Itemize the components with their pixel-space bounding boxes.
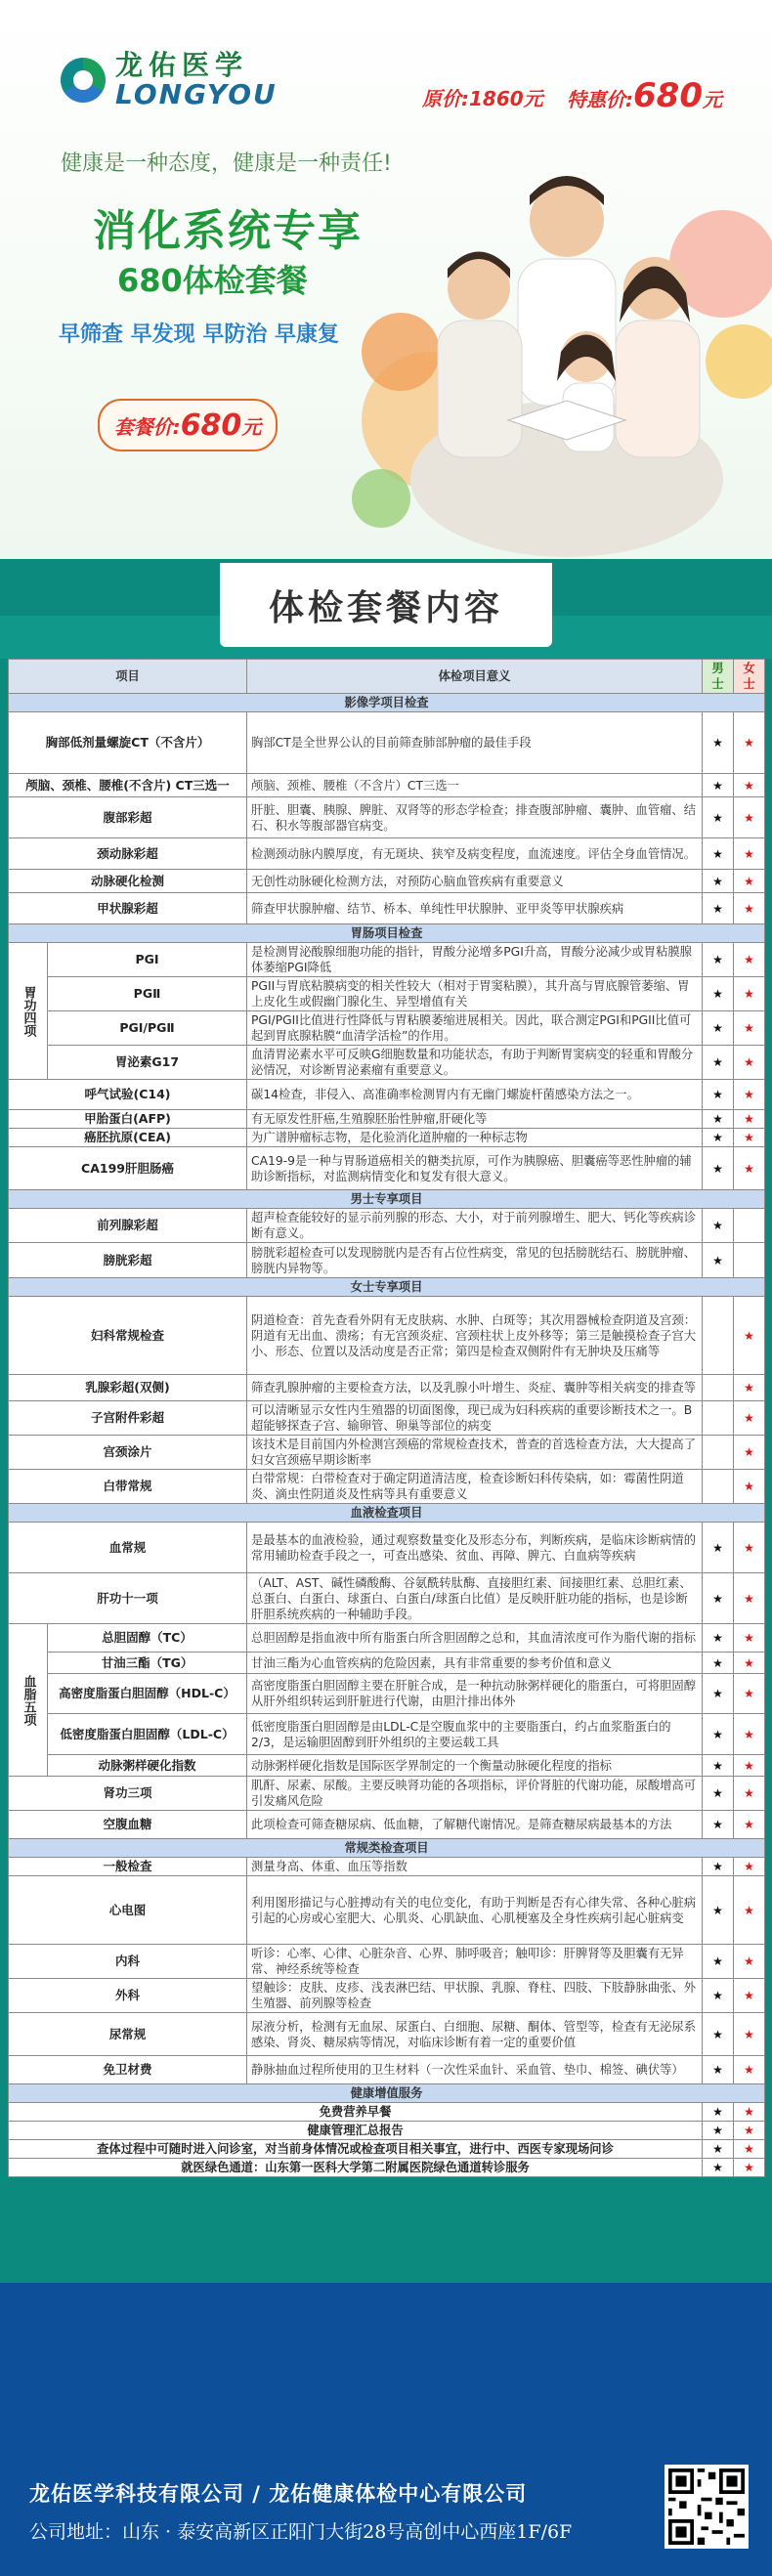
female-mark: ★ <box>734 1653 765 1674</box>
table-row <box>9 1624 765 1653</box>
male-mark: ★ <box>703 1046 734 1080</box>
table-row <box>9 1243 765 1278</box>
item-description: PGII与胃底粘膜病变的相关性较大（相对于胃窦粘膜），其升高与胃底腺管萎缩、胃上皮化生或假幽门腺化生、异型增值有关 <box>247 977 703 1011</box>
female-mark: ★ <box>734 2159 765 2177</box>
item-name: 一般检查 <box>9 1858 247 1876</box>
table-row <box>9 977 765 1011</box>
item-description: 听诊：心率、心律、心脏杂音、心界、肺呼吸音；触叩诊：肝脾肾等及胆囊有无异常、神经系统等检查 <box>247 1945 703 1979</box>
female-mark: ★ <box>734 712 765 774</box>
item-description: 甘油三酯为心血管疾病的危险因素，具有非常重要的参考价值和意义 <box>247 1653 703 1674</box>
male-mark: ★ <box>703 870 734 893</box>
item-name: PGⅡ <box>48 977 247 1011</box>
item-name: 外科 <box>9 1979 247 2013</box>
service-row <box>9 2103 765 2122</box>
female-mark: ★ <box>734 1375 765 1401</box>
male-mark: ★ <box>703 2056 734 2084</box>
female-mark: ★ <box>734 943 765 977</box>
table-row <box>9 1129 765 1147</box>
item-name: CA199肝胆肠癌 <box>9 1147 247 1190</box>
item-name: 甲胎蛋白(AFP) <box>9 1110 247 1129</box>
item-description: 筛查甲状腺肿瘤、结节、桥本、单纯性甲状腺肿、亚甲炎等甲状腺疾病 <box>247 893 703 924</box>
female-mark: ★ <box>734 1147 765 1190</box>
male-mark: ★ <box>703 1777 734 1811</box>
item-description: 望触诊：皮肤、皮疹、浅表淋巴结、甲状腺、乳腺、脊柱、四肢、下肢静脉曲张、外生殖器、前列腺等检查 <box>247 1979 703 2013</box>
brand-name-en: LONGYOU <box>115 78 278 110</box>
male-mark: ★ <box>703 2122 734 2140</box>
item-description: 是检测胃泌酸腺细胞功能的指针，胃酸分泌增多PGI升高，胃酸分泌减少或胃粘膜腺体萎缩PGI降低 <box>247 943 703 977</box>
header-item: 项目 <box>9 660 247 694</box>
table-row <box>9 838 765 870</box>
table-header-row <box>9 660 765 694</box>
hero-banner <box>0 0 772 559</box>
male-mark: ★ <box>703 2140 734 2159</box>
female-mark: ★ <box>734 1755 765 1777</box>
male-mark: ★ <box>703 838 734 870</box>
item-description: 利用图形描记与心脏搏动有关的电位变化，有助于判断是否有心律失常、各种心脏病引起的心房或心室肥大、心肌炎、心肌缺血、心肌梗塞及全身性疾病引起心脏病变 <box>247 1876 703 1945</box>
item-description: 白带常规：白带检查对于确定阴道清洁度，检查诊断妇科传染病，如：霉菌性阴道炎、滴虫性阴道炎及性病等具有重要意义 <box>247 1470 703 1504</box>
category-title: 女士专享项目 <box>9 1278 765 1297</box>
item-description: 高密度脂蛋白胆固醇主要在肝脏合成，是一种抗动脉粥样硬化的脂蛋白，可将胆固醇从肝外组织转运到肝脏进行代谢，由胆汁排出体外 <box>247 1674 703 1714</box>
male-mark: ★ <box>703 1811 734 1839</box>
original-price: 原价:1860元 <box>422 87 543 110</box>
male-mark <box>703 1297 734 1375</box>
male-mark: ★ <box>703 712 734 774</box>
item-name: 血常规 <box>9 1523 247 1573</box>
female-mark: ★ <box>734 1714 765 1755</box>
item-name: 腹部彩超 <box>9 797 247 838</box>
female-mark <box>734 1209 765 1243</box>
female-mark: ★ <box>734 2122 765 2140</box>
item-description: 肌酐、尿素、尿酸。主要反映肾功能的各项指标，评价肾脏的代谢功能，尿酸增高可引发痛风危险 <box>247 1777 703 1811</box>
male-mark: ★ <box>703 893 734 924</box>
table-row <box>9 1470 765 1504</box>
category-row <box>9 924 765 943</box>
item-description: 肝脏、胆囊、胰腺、脾脏、双肾等的形态学检查；排查腹部肿瘤、囊肿、血管瘤、结石、积水等腹部器官病变。 <box>247 797 703 838</box>
female-mark: ★ <box>734 1129 765 1147</box>
item-name: 胃泌素G17 <box>48 1046 247 1080</box>
male-mark: ★ <box>703 1858 734 1876</box>
female-mark: ★ <box>734 797 765 838</box>
header-female: 女士 <box>734 660 765 694</box>
service-row <box>9 2122 765 2140</box>
header-meaning: 体检项目意义 <box>247 660 703 694</box>
item-name: 总胆固醇（TC） <box>48 1624 247 1653</box>
item-description: （ALT、AST、碱性磷酸酶、谷氨酰转肽酶、直接胆红素、间接胆红素、总胆红素、总蛋白、白蛋白、球蛋白、白蛋白/球蛋白比值）是反映肝脏功能的指标，也是诊断肝胆系统疾病的一种辅助手段。 <box>247 1573 703 1624</box>
item-description: CA19-9是一种与胃肠道癌相关的糖类抗原，可作为胰腺癌、胆囊癌等恶性肿瘤的辅助诊断指标，对监测病情变化和复发有很大意义。 <box>247 1147 703 1190</box>
female-mark: ★ <box>734 2140 765 2159</box>
item-name: 低密度脂蛋白胆固醇（LDL-C） <box>48 1714 247 1755</box>
item-name: 高密度脂蛋白胆固醇（HDL-C） <box>48 1674 247 1714</box>
footer-company: 龙佑医学科技有限公司 / 龙佑健康体检中心有限公司 <box>29 2481 528 2506</box>
sale-price: 特惠价:680元 <box>567 76 722 115</box>
female-mark: ★ <box>734 1945 765 1979</box>
item-description: PGI/PGII比值进行性降低与胃粘膜萎缩进展相关。因此，联合测定PGI和PGII比值可起到胃底腺粘膜“血清学活检”的作用。 <box>247 1011 703 1046</box>
male-mark: ★ <box>703 1523 734 1573</box>
item-description: 测量身高、体重、血压等指数 <box>247 1858 703 1876</box>
table-row <box>9 1858 765 1876</box>
table-row <box>9 870 765 893</box>
female-mark: ★ <box>734 977 765 1011</box>
item-description: 颅脑、颈椎、腰椎（不含片）CT三选一 <box>247 774 703 797</box>
table-row <box>9 1714 765 1755</box>
female-mark: ★ <box>734 2056 765 2084</box>
footer <box>0 2283 772 2576</box>
category-title: 血液检查项目 <box>9 1504 765 1523</box>
table-row <box>9 893 765 924</box>
item-description: 总胆固醇是指血液中所有脂蛋白所含胆固醇之总和，其血清浓度可作为脂代谢的指标 <box>247 1624 703 1653</box>
male-mark: ★ <box>703 1979 734 2013</box>
item-description: 是最基本的血液检验，通过观察数量变化及形态分布，判断疾病，是临床诊断病情的常用辅助检查手段之一，可查出感染、贫血、再障、脾亢、白血病等疾病 <box>247 1523 703 1573</box>
table-row <box>9 1876 765 1945</box>
item-name: 膀胱彩超 <box>9 1243 247 1278</box>
service-text: 健康管理汇总报告 <box>9 2122 703 2140</box>
table-row <box>9 1110 765 1129</box>
table-row <box>9 1945 765 1979</box>
table-row <box>9 2056 765 2084</box>
category-title: 胃肠项目检查 <box>9 924 765 943</box>
brand-logo <box>61 51 278 109</box>
logo-mark-icon <box>61 58 106 103</box>
item-name: 宫颈涂片 <box>9 1436 247 1470</box>
table-row <box>9 774 765 797</box>
female-mark: ★ <box>734 1110 765 1129</box>
item-name: 胸部低剂量螺旋CT（不含片） <box>9 712 247 774</box>
category-row <box>9 1839 765 1858</box>
item-description: 可以清晰显示女性内生殖器的切面图像，现已成为妇科疾病的重要诊断技术之一。B超能够探查子宫、输卵管、卵巢等部位的病变 <box>247 1401 703 1436</box>
female-mark: ★ <box>734 1523 765 1573</box>
item-name: 颅脑、颈椎、腰椎(不含片) CT三选一 <box>9 774 247 797</box>
category-row <box>9 1190 765 1209</box>
item-description: 胸部CT是全世界公认的目前筛查肺部肿瘤的最佳手段 <box>247 712 703 774</box>
table-row <box>9 1653 765 1674</box>
table-row <box>9 1979 765 2013</box>
category-title: 男士专享项目 <box>9 1190 765 1209</box>
male-mark: ★ <box>703 2159 734 2177</box>
item-name: 心电图 <box>9 1876 247 1945</box>
qr-code-icon <box>665 2465 749 2549</box>
female-mark: ★ <box>734 1624 765 1653</box>
table-row <box>9 1674 765 1714</box>
table-row <box>9 712 765 774</box>
item-name: PGⅠ/PGⅡ <box>48 1011 247 1046</box>
male-mark: ★ <box>703 2103 734 2122</box>
table-row <box>9 1755 765 1777</box>
package-price-tag: 套餐价: 680 元 <box>98 399 278 451</box>
item-description: 阴道检查：首先查看外阴有无皮肤病、水肿、白斑等；其次用器械检查阴道及宫颈：阴道有无出血、溃疡；有无宫颈炎症、宫颈柱状上皮外移等；第三是触摸检查子宫大小、形态、位置以及活动度是否正常；第四是检查双侧附件有无肿块及压痛等 <box>247 1297 703 1375</box>
footer-address: 公司地址：山东 · 泰安高新区正阳门大街28号高创中心西座1F/6F <box>29 2521 573 2543</box>
family-illustration <box>342 127 772 557</box>
item-name: 尿常规 <box>9 2013 247 2056</box>
section-title: 体检套餐内容 <box>220 563 552 647</box>
female-mark: ★ <box>734 1811 765 1839</box>
female-mark: ★ <box>734 870 765 893</box>
male-mark: ★ <box>703 1755 734 1777</box>
male-mark: ★ <box>703 1624 734 1653</box>
item-name: 妇科常规检查 <box>9 1297 247 1375</box>
female-mark <box>734 1243 765 1278</box>
male-mark <box>703 1375 734 1401</box>
item-description: 静脉抽血过程所使用的卫生材料（一次性采血针、采血管、垫巾、棉签、碘伏等） <box>247 2056 703 2084</box>
male-mark <box>703 1436 734 1470</box>
table-row <box>9 1401 765 1436</box>
category-row <box>9 694 765 712</box>
item-description: 筛查乳腺肿瘤的主要检查方法，以及乳腺小叶增生、炎症、囊肿等相关病变的排查等 <box>247 1375 703 1401</box>
table-row <box>9 1080 765 1110</box>
male-mark: ★ <box>703 943 734 977</box>
female-mark: ★ <box>734 1436 765 1470</box>
package-table-container <box>0 659 772 2283</box>
page-title: 消化系统专享 <box>93 206 363 256</box>
category-title: 常规类检查项目 <box>9 1839 765 1858</box>
item-description: 此项检查可筛查糖尿病、低血糖，了解糖代谢情况。是筛查糖尿病最基本的方法 <box>247 1811 703 1839</box>
male-mark <box>703 1401 734 1436</box>
item-name: 甘油三酯（TG） <box>48 1653 247 1674</box>
male-mark: ★ <box>703 977 734 1011</box>
item-description: 尿液分析，检测有无血尿、尿蛋白、白细胞、尿糖、酮体、管型等，检查有无泌尿系感染、肾炎、糖尿病等情况，对临床诊断有着一定的重要价值 <box>247 2013 703 2056</box>
male-mark: ★ <box>703 2013 734 2056</box>
service-row <box>9 2159 765 2177</box>
category-row <box>9 1504 765 1523</box>
male-mark: ★ <box>703 1147 734 1190</box>
item-name: 呼气试验(C14) <box>9 1080 247 1110</box>
female-mark: ★ <box>734 1470 765 1504</box>
item-name: 肝功十一项 <box>9 1573 247 1624</box>
table-row <box>9 943 765 977</box>
table-row <box>9 1811 765 1839</box>
male-mark: ★ <box>703 1573 734 1624</box>
service-text: 就医绿色通道：山东第一医科大学第二附属医院绿色通道转诊服务 <box>9 2159 703 2177</box>
item-name: 前列腺彩超 <box>9 1209 247 1243</box>
item-name: 甲状腺彩超 <box>9 893 247 924</box>
header-male: 男士 <box>703 660 734 694</box>
female-mark: ★ <box>734 1401 765 1436</box>
male-mark: ★ <box>703 1110 734 1129</box>
female-mark: ★ <box>734 1979 765 2013</box>
item-description: 检测颈动脉内膜厚度，有无斑块、狭窄及病变程度，血流速度。评估全身血管情况。 <box>247 838 703 870</box>
service-row <box>9 2140 765 2159</box>
male-mark: ★ <box>703 1714 734 1755</box>
table-row <box>9 1523 765 1573</box>
male-mark: ★ <box>703 1011 734 1046</box>
male-mark: ★ <box>703 1243 734 1278</box>
table-row <box>9 797 765 838</box>
female-mark: ★ <box>734 1046 765 1080</box>
item-name: 白带常规 <box>9 1470 247 1504</box>
female-mark: ★ <box>734 838 765 870</box>
item-name: 肾功三项 <box>9 1777 247 1811</box>
table-body <box>9 694 765 2177</box>
male-mark: ★ <box>703 1653 734 1674</box>
table-row <box>9 1147 765 1190</box>
item-description: 该技术是目前国内外检测宫颈癌的常规检查技术，普查的首选检查方法，大大提高了妇女宫颈癌早期诊断率 <box>247 1436 703 1470</box>
table-row <box>9 1375 765 1401</box>
table-row <box>9 1777 765 1811</box>
female-mark: ★ <box>734 1674 765 1714</box>
category-title: 影像学项目检查 <box>9 694 765 712</box>
item-description: 碳14检查，非侵入、高准确率检测胃内有无幽门螺旋杆菌感染方法之一。 <box>247 1080 703 1110</box>
tagline: 早筛查 早发现 早防治 早康复 <box>59 322 339 347</box>
slogan: 健康是一种态度，健康是一种责任! <box>61 151 392 176</box>
table-row <box>9 1297 765 1375</box>
male-mark: ★ <box>703 1209 734 1243</box>
item-name: PGⅠ <box>48 943 247 977</box>
item-name: 内科 <box>9 1945 247 1979</box>
item-name: 动脉硬化检测 <box>9 870 247 893</box>
package-table <box>8 659 765 2177</box>
female-mark: ★ <box>734 893 765 924</box>
table-row <box>9 1011 765 1046</box>
category-row <box>9 2084 765 2103</box>
item-name: 颈动脉彩超 <box>9 838 247 870</box>
item-description: 有无原发性肝癌,生殖腺胚胎性肿瘤,肝硬化等 <box>247 1110 703 1129</box>
female-mark: ★ <box>734 1777 765 1811</box>
male-mark <box>703 1470 734 1504</box>
item-name: 免卫材费 <box>9 2056 247 2084</box>
male-mark: ★ <box>703 1945 734 1979</box>
item-name: 乳腺彩超(双侧) <box>9 1375 247 1401</box>
group-label: 血脂五项 <box>9 1624 48 1777</box>
service-text: 免费营养早餐 <box>9 2103 703 2122</box>
item-name: 动脉粥样硬化指数 <box>48 1755 247 1777</box>
female-mark: ★ <box>734 1011 765 1046</box>
female-mark: ★ <box>734 774 765 797</box>
male-mark: ★ <box>703 1876 734 1945</box>
item-name: 癌胚抗原(CEA) <box>9 1129 247 1147</box>
item-name: 空腹血糖 <box>9 1811 247 1839</box>
item-description: 膀胱彩超检查可以发现膀胱内是否有占位性病变，常见的包括膀胱结石、膀胱肿瘤、膀胱内异物等。 <box>247 1243 703 1278</box>
item-description: 超声检查能较好的显示前列腺的形态、大小，对于前列腺增生、肥大、钙化等疾病诊断有意义。 <box>247 1209 703 1243</box>
female-mark: ★ <box>734 1080 765 1110</box>
category-row <box>9 1278 765 1297</box>
page-subtitle: 680体检套餐 <box>117 262 308 299</box>
female-mark: ★ <box>734 2103 765 2122</box>
item-description: 低密度脂蛋白胆固醇是由LDL-C是空腹血浆中的主要脂蛋白，约占血浆脂蛋白的2/3，是运输胆固醇到肝外组织的主要运载工具 <box>247 1714 703 1755</box>
male-mark: ★ <box>703 797 734 838</box>
item-description: 动脉粥样硬化指数是国际医学界制定的一个衡量动脉硬化程度的指标 <box>247 1755 703 1777</box>
service-text: 查体过程中可随时进入问诊室，对当前身体情况或检查项目相关事宜，进行中、西医专家现场问诊 <box>9 2140 703 2159</box>
item-name: 子宫附件彩超 <box>9 1401 247 1436</box>
table-row <box>9 1573 765 1624</box>
table-row <box>9 1436 765 1470</box>
category-title: 健康增值服务 <box>9 2084 765 2103</box>
female-mark: ★ <box>734 1858 765 1876</box>
female-mark: ★ <box>734 1297 765 1375</box>
group-label: 胃功四项 <box>9 943 48 1080</box>
table-row <box>9 2013 765 2056</box>
female-mark: ★ <box>734 1573 765 1624</box>
item-description: 血清胃泌素水平可反映G细胞数量和功能状态，有助于判断胃窦病变的轻重和胃酸分泌情况，对诊断胃泌素瘤有重要意义。 <box>247 1046 703 1080</box>
brand-name-cn: 龙佑医学 <box>115 49 249 81</box>
table-row <box>9 1046 765 1080</box>
male-mark: ★ <box>703 774 734 797</box>
item-description: 为广谱肿瘤标志物，是化验消化道肿瘤的一种标志物 <box>247 1129 703 1147</box>
item-description: 无创性动脉硬化检测方法，对预防心脑血管疾病有重要意义 <box>247 870 703 893</box>
table-row <box>9 1209 765 1243</box>
male-mark: ★ <box>703 1129 734 1147</box>
female-mark: ★ <box>734 1876 765 1945</box>
male-mark: ★ <box>703 1080 734 1110</box>
male-mark: ★ <box>703 1674 734 1714</box>
female-mark: ★ <box>734 2013 765 2056</box>
section-banner <box>0 559 772 659</box>
